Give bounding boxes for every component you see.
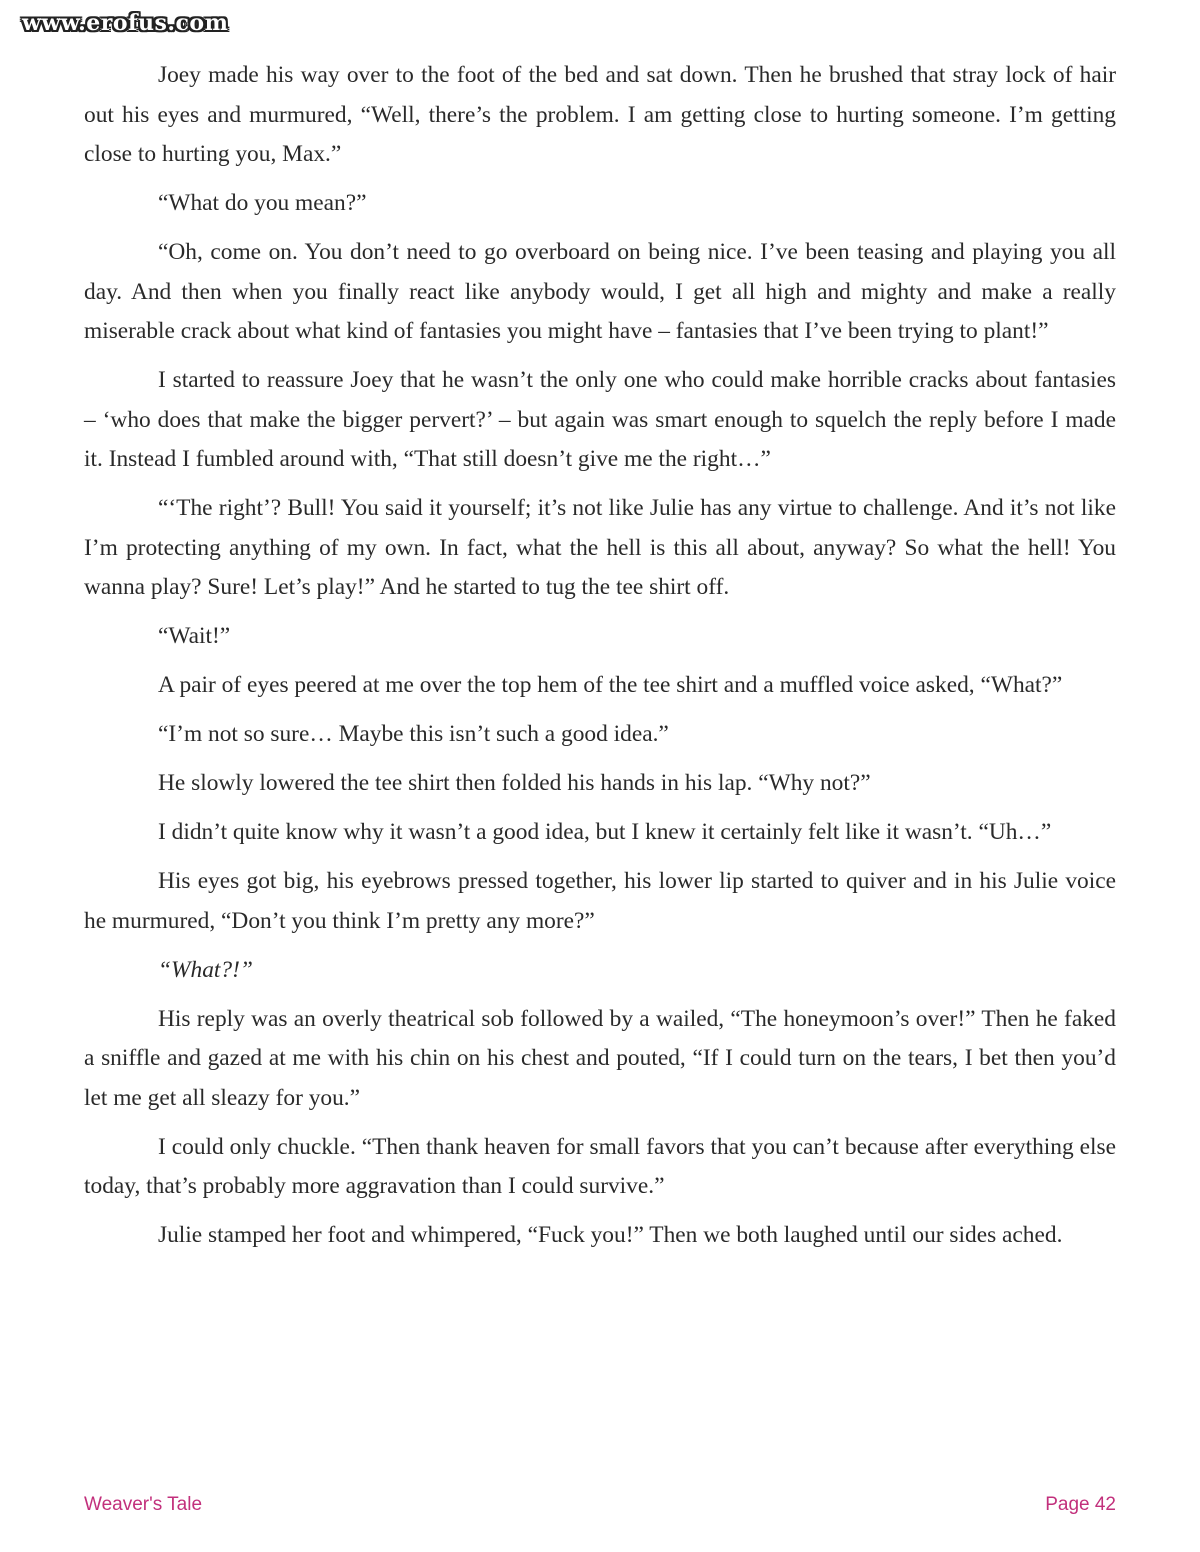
paragraph: “What do you mean?” xyxy=(158,190,367,216)
paragraph: “I’m not so sure… Maybe this isn’t such a good idea.” xyxy=(158,721,669,747)
paragraph: I could only chuckle. “Then thank heaven for small favors that you can’t because after everything else today, that’s probably more aggravation than I could survive.” xyxy=(84,1133,1116,1199)
paragraph-italic: “What?!” xyxy=(158,956,253,983)
paragraph: He slowly lowered the tee shirt then folded his hands in his lap. “Why not?” xyxy=(158,770,871,796)
paragraph: “Oh, come on. You don’t need to go overboard on being nice. I’ve been teasing and playing you all day. And then when you finally react like anybody would, I get all high and mighty and make a really miserable crack about what kind of fantasies you might have – fantasies that I’ve been trying to plant!” xyxy=(84,239,1116,344)
paragraph: I didn’t quite know why it wasn’t a good idea, but I knew it certainly felt like it wasn’t. “Uh…” xyxy=(158,819,1052,845)
site-watermark: www.erofus.com xyxy=(22,10,229,36)
paragraph: I started to reassure Joey that he wasn’t the only one who could make horrible cracks about fantasies – ‘who does that make the bigger pervert?’ – but again was smart enough to squelch the reply before I made it. Instead I fumbled around with, “That still doesn’t give me the right…” xyxy=(84,367,1116,472)
footer-book-title: Weaver's Tale xyxy=(84,1494,203,1515)
paragraph: His reply was an overly theatrical sob followed by a wailed, “The honeymoon’s over!” Then he faked a sniffle and gazed at me with his chin on his chest and pouted, “If I could turn on the tears, I bet then you’d let me get all sleazy for you.” xyxy=(84,1005,1116,1111)
paragraph: His eyes got big, his eyebrows pressed together, his lower lip started to quiver and in his Julie voice he murmured, “Don’t you think I’m pretty any more?” xyxy=(84,868,1116,934)
paragraph: “‘The right’? Bull! You said it yourself; it’s not like Julie has any virtue to challenge. And it’s not like I’m protecting anything of my own. In fact, what the hell is this all about, anyway? So what the hell! You wanna play? Sure! Let’s play!” And he started to tug the tee shirt off. xyxy=(84,495,1116,600)
paragraph: A pair of eyes peered at me over the top hem of the tee shirt and a muffled voice asked, “What?” xyxy=(158,672,1063,698)
paragraph: Julie stamped her foot and whimpered, “Fuck you!” Then we both laughed until our sides ached. xyxy=(158,1222,1063,1248)
footer-page-number: Page 42 xyxy=(1045,1494,1116,1515)
paragraph: Joey made his way over to the foot of the bed and sat down. Then he brushed that stray lock of hair out his eyes and murmured, “Well, there’s the problem. I am getting close to hurting someone. I’m getting close to hurting you, Max.” xyxy=(84,62,1116,167)
paragraph: “Wait!” xyxy=(158,623,231,649)
page-body xyxy=(84,56,1116,1265)
